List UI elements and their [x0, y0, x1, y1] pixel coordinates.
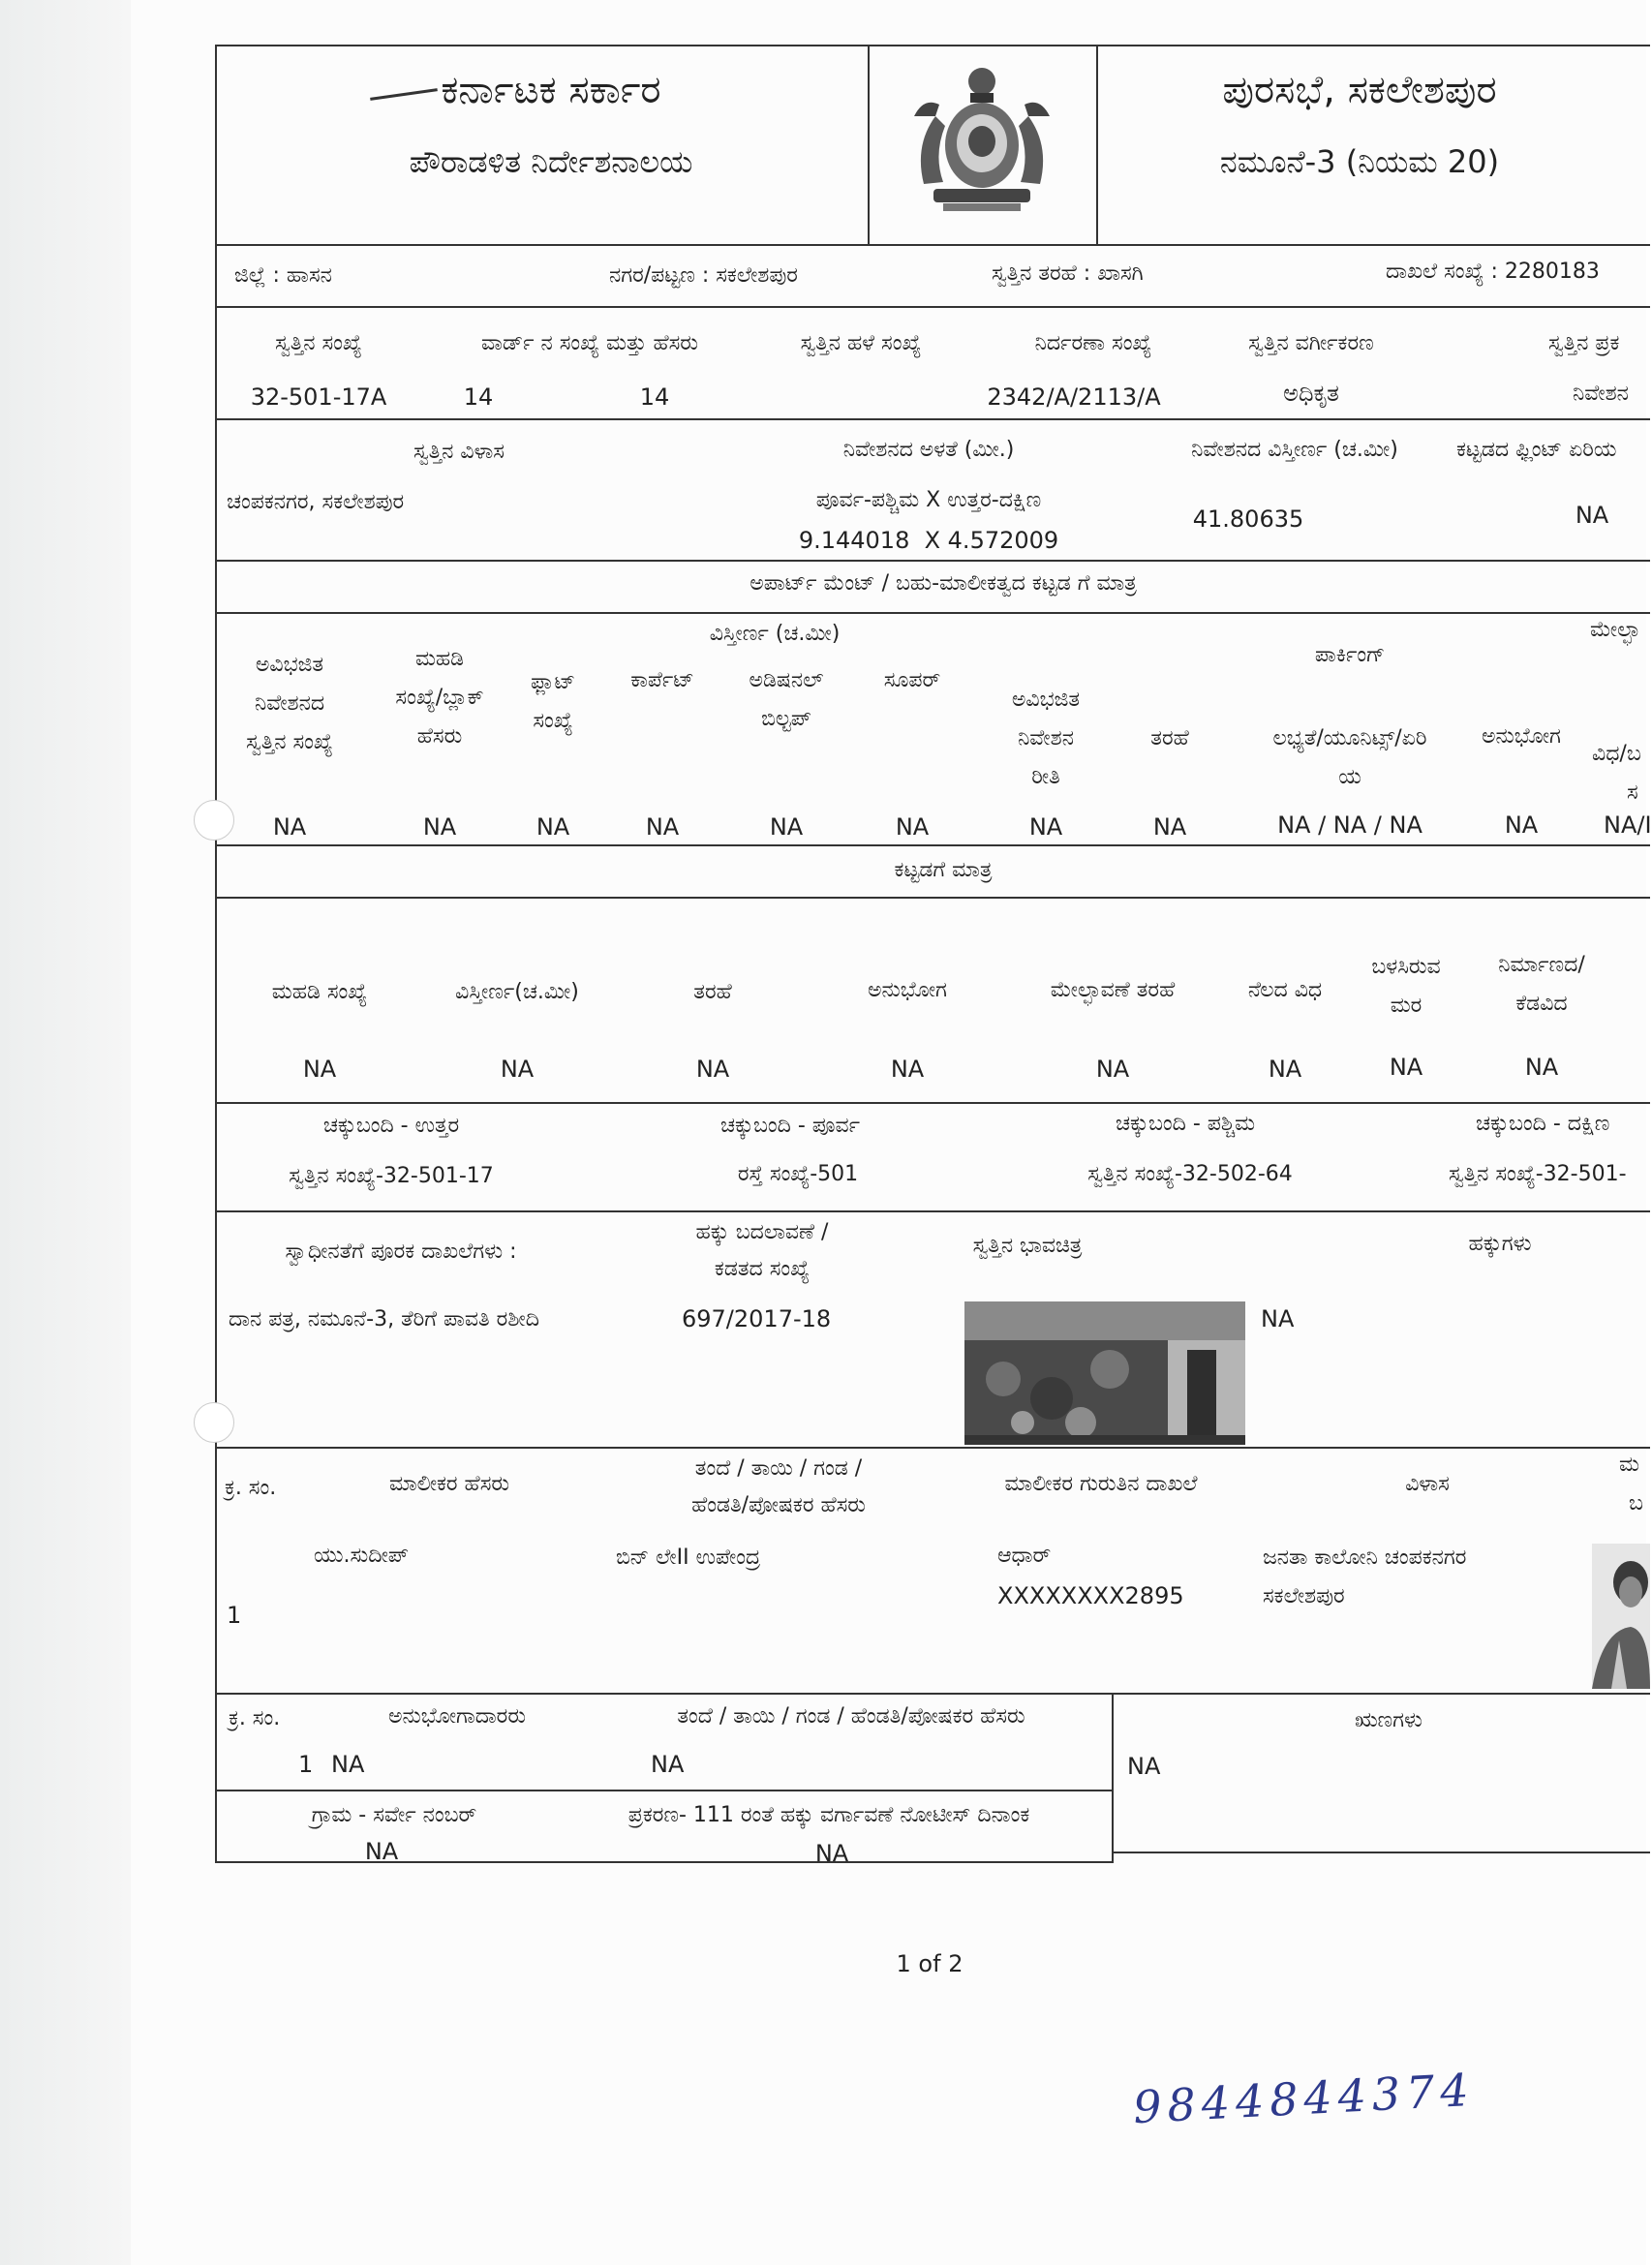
plinth-area: NA: [1575, 502, 1609, 529]
bld-col-construction-label: ನಿರ್ಮಾಣದ/: [1498, 953, 1585, 977]
apt-col-roof-label: ವಿಧ/ಬ: [1592, 742, 1641, 766]
owner-name: ಯು.ಸುದೀಪ್: [314, 1544, 410, 1568]
owner-sno-label: ಕ್ರ. ಸಂ.: [225, 1476, 277, 1500]
apt-value: NA / NA / NA: [1277, 811, 1423, 839]
district-row: [217, 244, 1650, 308]
apt-value: NA: [272, 813, 307, 841]
owner-relation: ಬಿನ್ ಲೇII ಉಪೇಂದ್ರ: [616, 1546, 761, 1570]
ward-number: 14: [463, 383, 494, 411]
owner-id-label: ಮಾಲೀಕರ ಗುರುತಿನ ದಾಖಲೆ: [1004, 1472, 1198, 1496]
property-number-row: [217, 306, 1650, 420]
survey-number-label: ಗ್ರಾಮ - ಸರ್ವೇ ನಂಬರ್: [311, 1803, 477, 1827]
entry-number: ದಾಖಲೆ ಸಂಖ್ಯೆ : 2280183: [1386, 260, 1600, 284]
occupant-sno-label: ಕ್ರ. ಸಂ.: [229, 1706, 281, 1730]
apt-col-site-method-label: ಅವಿಭಜಿತ: [1011, 688, 1081, 712]
boundary-south-label: ಚಕ್ಕುಬಂದಿ - ದಕ್ಷಿಣ: [1476, 1112, 1610, 1136]
occupants-section: [217, 1693, 1650, 1867]
site-area: 41.80635: [1192, 505, 1304, 533]
bld-col-area-label: ವಿಸ್ತೀರ್ಣ(ಚ.ಮೀ): [455, 980, 579, 1004]
bld-value: NA: [1095, 1056, 1130, 1083]
survey-number: NA: [364, 1838, 399, 1865]
transfer-file-number: 697/2017-18: [682, 1305, 832, 1332]
bld-value: NA: [695, 1056, 730, 1083]
bld-value: NA: [1389, 1054, 1423, 1081]
owner-photo: [1592, 1544, 1650, 1689]
boundaries-row: [217, 1102, 1650, 1212]
classification: ಅಧಿಕೃತ: [1283, 380, 1339, 407]
building-heading: ಕಟ್ಟಡಗೆ ಮಾತ್ರ: [894, 858, 993, 882]
apt-col-flat-label: ಸಂಖ್ಯೆ: [533, 709, 573, 733]
emblem-icon: [885, 58, 1079, 223]
apt-col-undivided-label: ನಿವೇಶನದ: [254, 691, 325, 716]
owner-address: ಸಕಲೇಶಪುರ: [1263, 1584, 1345, 1608]
apt-col-floor-label: ಸಂಖ್ಯೆ/ಬ್ಲಾಕ್: [395, 686, 484, 710]
label-property-kind: ಸ್ವತ್ತಿನ ಪ್ರಕ: [1548, 331, 1620, 355]
apt-value: NA/I: [1604, 811, 1652, 839]
transfer-notice-label: ಪ್ರಕರಣ- 111 ರಂತೆ ಹಕ್ಕು ವರ್ಗಾವಣೆ ನೋಟೀಸ್ ದಿನಾಂಕ: [627, 1803, 1030, 1827]
header-section: [217, 46, 1650, 246]
apt-col-flat-label: ಫ್ಲಾಟ್: [530, 670, 576, 694]
bld-col-type-label: ತರಹೆ: [693, 980, 732, 1004]
punch-hole: [194, 1402, 234, 1443]
apt-col-builtup-label: ಬಿಲ್ಟಪ್: [761, 707, 811, 731]
liabilities-label: ಋಣಗಳು: [1355, 1708, 1423, 1732]
label-old-number: ಸ್ವತ್ತಿನ ಹಳೆ ಸಂಖ್ಯೆ: [800, 331, 922, 355]
apt-col-builtup-label: ಅಡಿಷನಲ್: [749, 668, 824, 692]
apt-col-undivided-label: ಅವಿಭಜಿತ: [255, 653, 324, 677]
bld-value: NA: [1268, 1056, 1302, 1083]
occupant-label: ಅನುಭೋಗಾದಾರರು: [388, 1704, 526, 1729]
apt-col-usage-label: ಅನುಭೋಗ: [1482, 724, 1561, 749]
occupant-sno: 1: [298, 1751, 314, 1778]
apt-value: NA: [645, 813, 680, 841]
bld-col-construction-label: ಕೆಡವಿದ: [1515, 992, 1568, 1016]
punch-hole: [194, 800, 234, 841]
directorate-title: ಪೌರಾಡಳಿತ ನಿರ್ದೇಶನಾಲಯ: [409, 143, 693, 180]
label-address: ಸ್ವತ್ತಿನ ವಿಳಾಸ: [413, 440, 505, 464]
scan-margin: [0, 0, 131, 2265]
bld-value: NA: [1524, 1054, 1559, 1081]
address-row: [217, 418, 1650, 562]
occupant-relation: NA: [651, 1751, 685, 1778]
apt-col-undivided-label: ಸ್ವತ್ತಿನ ಸಂಖ್ಯೆ: [246, 730, 333, 754]
property-address: ಚಂಪಕನಗರ, ಸಕಲೇಶಪುರ: [227, 490, 405, 514]
owners-row: [217, 1447, 1650, 1695]
apt-col-site-method-label: ನಿವೇಶನ: [1018, 726, 1074, 750]
owner-relation-label: ಹೆಂಡತಿ/ಪೋಷಕರ ಹೆಸರು: [691, 1493, 866, 1517]
owner-address-label: ವಿಳಾಸ: [1405, 1472, 1450, 1496]
transfer-notice-date: NA: [814, 1840, 849, 1867]
supporting-docs: ದಾನ ಪತ್ರ, ನಮೂನೆ-3, ತೆರಿಗೆ ಪಾವತಿ ರಶೀದಿ: [229, 1307, 539, 1331]
bld-value: NA: [500, 1056, 535, 1083]
apt-value: NA: [769, 813, 804, 841]
apt-value: NA: [1028, 813, 1063, 841]
occupants-bottom-right: [1112, 1852, 1650, 1853]
occupants-divider: [1112, 1693, 1114, 1863]
apartment-parking-group: ಪಾರ್ಕಿಂಗ್: [1314, 643, 1386, 667]
apt-value: NA: [895, 813, 930, 841]
apartment-heading: ಅಪಾರ್ಟ್ ಮೆಂಟ್ / ಬಹು-ಮಾಲೀಕತ್ವದ ಕಟ್ಟಡ ಗೆ ಮಾತ್ರ: [750, 571, 1137, 596]
apartment-area-group: ವಿಸ್ತೀರ್ಣ (ಚ.ಮೀ): [709, 622, 841, 646]
bld-col-wood-label: ಮರ: [1390, 994, 1423, 1018]
apt-value: NA: [1152, 813, 1187, 841]
building-table: [217, 897, 1650, 1104]
transfer-file-label: ಕಡತದ ಸಂಖ್ಯೆ: [714, 1257, 811, 1281]
bld-col-floor-type-label: ನೆಲದ ವಿಧ: [1247, 978, 1323, 1002]
owner-name-label: ಮಾಲೀಕರ ಹೆಸರು: [388, 1472, 510, 1496]
building-heading-row: [217, 844, 1650, 899]
district: ಜಿಲ್ಲೆ : ಹಾಸನ: [234, 263, 332, 288]
bld-col-roof-label: ಮೇಲ್ಛಾವಣೆ ತರಹೆ: [1050, 978, 1176, 1002]
property-photo: [964, 1301, 1245, 1445]
owner-id-number: XXXXXXXX2895: [997, 1582, 1184, 1609]
boundary-west-label: ಚಕ್ಕುಬಂದಿ - ಪಶ್ಚಿಮ: [1115, 1112, 1256, 1136]
apt-col-parking-label: ಯ: [1338, 765, 1361, 789]
label-site-dimensions: ನಿವೇಶನದ ಅಳತೆ (ಮೀ.): [842, 438, 1015, 462]
owner-photo-label: ಮ: [1619, 1453, 1639, 1477]
label-property-number: ಸ್ವತ್ತಿನ ಸಂಖ್ಯೆ: [275, 331, 362, 355]
bld-col-usage-label: ಅನುಭೋಗ: [868, 978, 947, 1002]
apt-col-carpet-label: ಕಾರ್ಪೆಟ್: [630, 668, 694, 692]
page-number: 1 of 2: [896, 1950, 964, 1977]
property-kind: ನಿವೇಶನ: [1573, 382, 1629, 406]
label-ward: ವಾರ್ಡ್ ನ ಸಂಖ್ಯೆ ಮತ್ತು ಹೆಸರು: [481, 331, 698, 355]
apt-value: NA: [422, 813, 457, 841]
owner-photo-label: ಬ: [1629, 1491, 1643, 1515]
owner-relation-label: ತಂದೆ / ತಾಯಿ / ಗಂಡ /: [694, 1456, 863, 1481]
boundary-north-label: ಚಕ್ಕುಬಂದಿ - ಉತ್ತರ: [322, 1114, 460, 1138]
apt-col-type-label: ತರಹೆ: [1150, 726, 1189, 750]
town: ನಗರ/ಪಟ್ಟಣ : ಸಕಲೇಶಪುರ: [609, 263, 798, 288]
apt-value: NA: [535, 813, 570, 841]
label-plinth-area: ಕಟ್ಟಡದ ಫ್ಲಿಂಟ್ ಏರಿಯ: [1456, 438, 1617, 462]
site-dimensions: 9.144018 X 4.572009: [798, 527, 1059, 554]
owner-id-type: ಆಧಾರ್: [997, 1544, 1052, 1568]
property-type: ಸ್ವತ್ತಿನ ತರಹೆ : ಖಾಸಗಿ: [992, 261, 1144, 286]
liabilities: NA: [1127, 1753, 1161, 1780]
strike-mark: [370, 88, 438, 101]
property-photo-label: ಸ್ವತ್ತಿನ ಭಾವಚಿತ್ರ: [972, 1234, 1083, 1258]
form-table: [215, 45, 1652, 1867]
apartment-table: [217, 612, 1650, 846]
rights: NA: [1261, 1305, 1295, 1332]
boundary-east: ರಸ್ತೆ ಸಂಖ್ಯೆ-501: [737, 1162, 859, 1186]
rights-label: ಹಕ್ಕುಗಳು: [1468, 1232, 1532, 1256]
apt-col-roof-label: ಸ: [1627, 781, 1638, 805]
apt-col-parking-label: ಲಭ್ಯತೆ/ಯೂನಿಟ್ಸ್/ಏರಿ: [1272, 726, 1427, 750]
documents-row: [217, 1210, 1650, 1449]
apartment-roof-label: ಮೇಲ್ಛಾ: [1590, 618, 1640, 642]
bld-col-wood-label: ಬಳಸಿರುವ: [1371, 955, 1441, 979]
label-site-area: ನಿವೇಶನದ ವಿಸ್ತೀರ್ಣ (ಚ.ಮೀ): [1191, 438, 1398, 462]
apt-value: NA: [1504, 811, 1539, 839]
label-assessment-number: ನಿರ್ದರಣಾ ಸಂಖ್ಯೆ: [1034, 331, 1152, 355]
owner-address: ಜನತಾ ಕಾಲೋನಿ ಚಂಪಕನಗರ: [1263, 1546, 1467, 1570]
bld-value: NA: [302, 1056, 337, 1083]
owner-sno: 1: [227, 1602, 242, 1629]
occupants-mid: [217, 1790, 1112, 1791]
apt-col-floor-label: ಮಹಡಿ: [414, 647, 465, 671]
transfer-file-label: ಹಕ್ಕು ಬದಲಾವಣೆ /: [695, 1220, 829, 1244]
supporting-docs-label: ಸ್ವಾಧೀನತೆಗೆ ಪೂರಕ ದಾಖಲೆಗಳು :: [285, 1240, 517, 1264]
apartment-heading-row: [217, 560, 1650, 614]
apt-col-site-method-label: ರೀತಿ: [1031, 765, 1060, 789]
boundary-east-label: ಚಕ್ಕುಬಂದಿ - ಪೂರ್ವ: [719, 1114, 861, 1138]
occupant-relation-label: ತಂದೆ / ತಾಯಿ / ಗಂಡ / ಹೆಂಡತಿ/ಪೋಷಕರ ಹೆಸರು: [677, 1704, 1025, 1729]
boundary-west: ಸ್ವತ್ತಿನ ಸಂಖ್ಯೆ-32-502-64: [1087, 1162, 1293, 1186]
assessment-number: 2342/A/2113/A: [987, 383, 1161, 411]
apt-col-floor-label: ಹೆಸರು: [416, 724, 463, 749]
bld-value: NA: [890, 1056, 925, 1083]
ward-name: 14: [639, 383, 670, 411]
bld-col-floor-label: ಮಹಡಿ ಸಂಖ್ಯೆ: [271, 980, 368, 1004]
boundary-north: ಸ್ವತ್ತಿನ ಸಂಖ್ಯೆ-32-501-17: [289, 1164, 494, 1188]
govt-title: ಕರ್ನಾಟಕ ಸರ್ಕಾರ: [441, 68, 661, 112]
boundary-south: ಸ್ವತ್ತಿನ ಸಂಖ್ಯೆ-32-501-: [1449, 1162, 1627, 1186]
occupants-bottom-left: [217, 1861, 1112, 1863]
label-classification: ಸ್ವತ್ತಿನ ವರ್ಗೀಕರಣ: [1248, 331, 1374, 355]
form-number: ನಮೂನೆ-3 (ನಿಯಮ 20): [1219, 143, 1500, 180]
handwritten-phone: 9844844374: [1131, 2063, 1476, 2134]
municipality-title: ಪುರಸಭೆ, ಸಕಲೇಶಪುರ: [1222, 68, 1497, 112]
dimension-axes: ಪೂರ್ವ-ಪಶ್ಚಿಮ X ಉತ್ತರ-ದಕ್ಷಿಣ: [815, 488, 1042, 512]
apt-col-super-label: ಸೂಪರ್: [883, 668, 941, 692]
occupant-name: NA: [331, 1751, 365, 1778]
property-number: 32-501-17A: [250, 383, 387, 411]
